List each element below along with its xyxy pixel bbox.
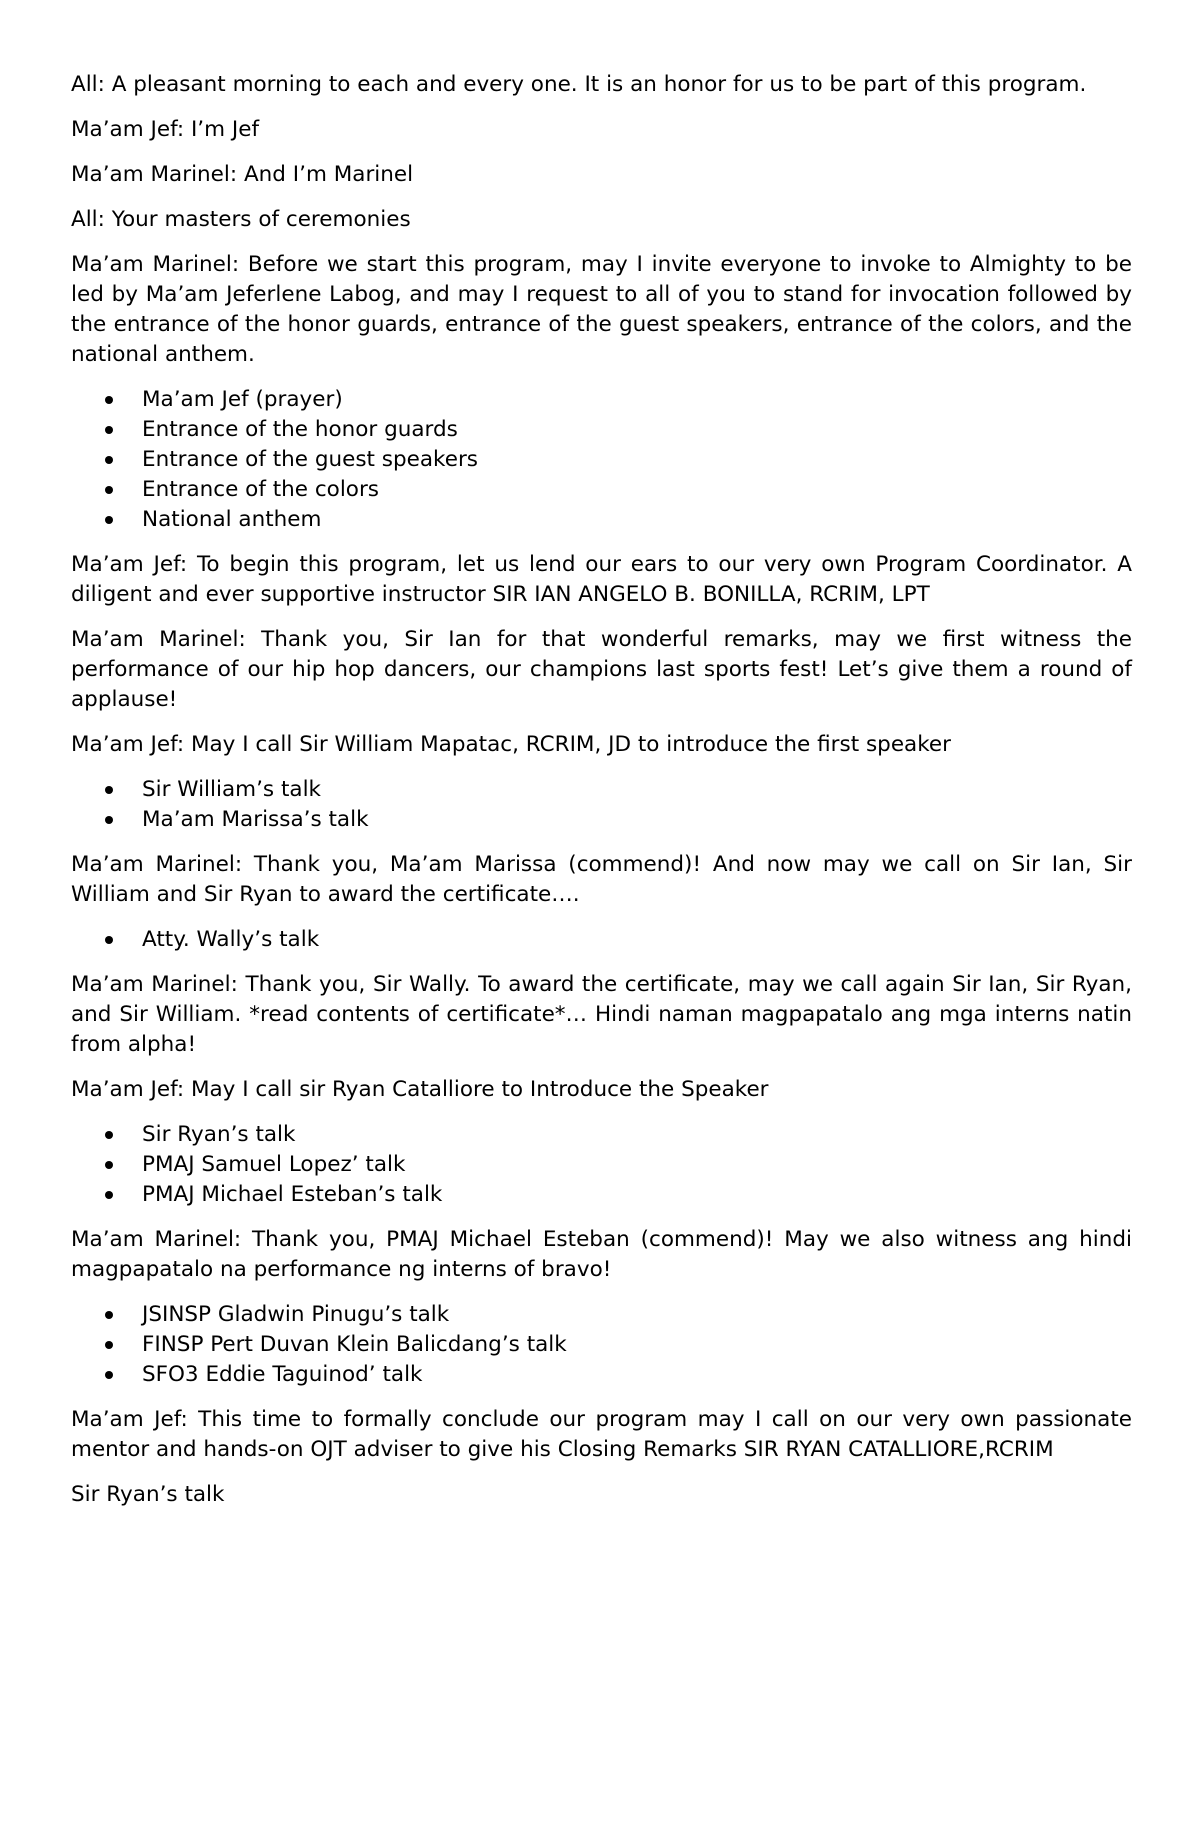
list-item-text: Entrance of the guest speakers [142,447,479,472]
list-item [71,1180,1132,1210]
list-item [71,385,1132,415]
list-item-text: Sir William’s talk [142,777,321,802]
list-item-text: SFO3 Eddie Taguinod’ talk [142,1362,423,1387]
list-item [71,1120,1132,1150]
list-item [71,805,1132,835]
closing-talk-paragraph: Sir Ryan’s talk [71,1482,225,1507]
list-item-text: Ma’am Jef (prayer) [142,387,343,412]
list-item [71,445,1132,475]
bullet-icon [105,1371,113,1379]
list-item [71,925,1132,955]
award-certificate-paragraph: Ma’am Marinel: Thank you, Ma’am Marissa (commend)! And now may we call on Sir Ian, Sir William and Sir Ryan to award the certificate…. [71,852,1132,907]
alpha-interns-paragraph: Ma’am Marinel: Thank you, Sir Wally. To award the certificate, may we call again Sir Ian, Sir Ryan, and Sir William. *read contents of certificate*… Hindi naman magpapatalo ang mga interns natin from alpha! [71,972,1132,1057]
list-item-text: PMAJ Samuel Lopez’ talk [142,1152,406,1177]
list-item [71,1360,1132,1390]
opening-greeting: All: A pleasant morning to each and every one. It is an honor for us to be part of this program. [71,72,1087,97]
bullet-icon [105,1191,113,1199]
closing-remarks-paragraph: Ma’am Jef: This time to formally conclude our program may I call on our very own passionate mentor and hands-on OJT adviser to give his Closing Remarks SIR RYAN CATALLIORE,RCRIM [71,1407,1132,1462]
list-item-text: Sir Ryan’s talk [142,1122,296,1147]
list-item-text: FINSP Pert Duvan Klein Balicdang’s talk [142,1332,567,1357]
jef-introduction: Ma’am Jef: I’m Jef [71,117,260,142]
bullet-icon [105,786,113,794]
bullet-icon [105,816,113,824]
wally-talk-list [71,925,1132,955]
bullet-icon [105,1311,113,1319]
list-item [71,1300,1132,1330]
bullet-icon [105,486,113,494]
list-item [71,505,1132,535]
list-item-text: PMAJ Michael Esteban’s talk [142,1182,443,1207]
program-coordinator-paragraph: Ma’am Jef: To begin this program, let us lend our ears to our very own Program Coordinator. A diligent and ever supportive instructor SIR IAN ANGELO B. BONILLA, RCRIM, LPT [71,552,1132,607]
bullet-icon [105,1341,113,1349]
bullet-icon [105,516,113,524]
bullet-icon [105,426,113,434]
marinel-introduction: Ma’am Marinel: And I’m Marinel [71,162,414,187]
list-item-text: Ma’am Marissa’s talk [142,807,369,832]
list-item [71,1150,1132,1180]
list-item [71,415,1132,445]
list-item-text: National anthem [142,507,322,532]
opening-list [71,385,1132,535]
first-speaker-paragraph: Ma’am Jef: May I call Sir William Mapatac, RCRIM, JD to introduce the first speaker [71,732,951,757]
list-item-text: Entrance of the honor guards [142,417,458,442]
bullet-icon [105,396,113,404]
first-talks-list [71,775,1132,835]
bravo-interns-paragraph: Ma’am Marinel: Thank you, PMAJ Michael Esteban (commend)! May we also witness ang hindi magpapatalo na performance ng interns of bravo! [71,1227,1132,1282]
ryan-introduction-paragraph: Ma’am Jef: May I call sir Ryan Catalliore to Introduce the Speaker [71,1077,769,1102]
list-item [71,1330,1132,1360]
bullet-icon [105,456,113,464]
list-item-text: JSINSP Gladwin Pinugu’s talk [142,1302,450,1327]
fire-officers-list [71,1300,1132,1390]
bullet-icon [105,936,113,944]
bullet-icon [105,1161,113,1169]
bullet-icon [105,1131,113,1139]
speakers-list [71,1120,1132,1210]
list-item-text: Atty. Wally’s talk [142,927,320,952]
invocation-paragraph: Ma’am Marinel: Before we start this program, may I invite everyone to invoke to Almighty to be led by Ma’am Jeferlene Labog, and may I request to all of you to stand for invocation followed by the entrance of the honor guards, entrance of the guest speakers, entrance of the colors, and the national anthem. [71,252,1132,367]
hip-hop-paragraph: Ma’am Marinel: Thank you, Sir Ian for that wonderful remarks, may we first witness the performance of our hip hop dancers, our champions last sports fest! Let’s give them a round of applause! [71,627,1132,712]
list-item [71,475,1132,505]
list-item [71,775,1132,805]
document-page [71,70,1132,1525]
list-item-text: Entrance of the colors [142,477,379,502]
masters-of-ceremonies: All: Your masters of ceremonies [71,207,411,232]
